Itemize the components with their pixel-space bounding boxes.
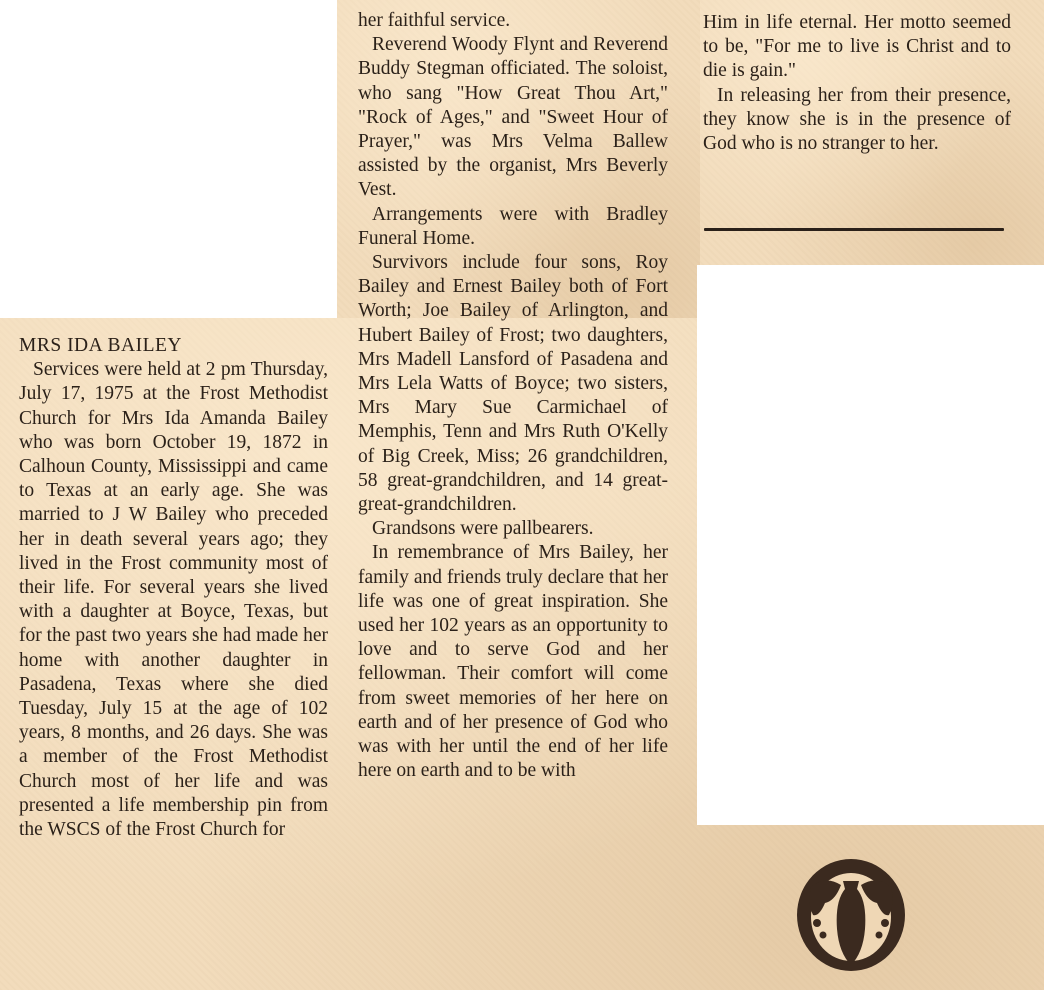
end-rule <box>704 228 1004 231</box>
obituary-column-1 <box>19 334 328 842</box>
obituary-heading: MRS IDA BAILEY <box>19 335 183 356</box>
obituary-paragraph: In remembrance of Mrs Bailey, her family and friends truly declare that her life was one of great inspiration. She used her 102 years as an opportunity to love and to serve God and her fellowman. Their comfort will come from sweet memories of her here on earth and of her presence of God who was with her until the end of her life here on earth and to be with <box>358 542 668 782</box>
obituary-paragraph: Survivors include four sons, Roy Bailey and Ernest Bailey both of Fort Worth; Joe Bailey of Arlington, and Hubert Bailey of Frost; two daughters, Mrs Madell Lansford of Pasadena and Mrs Lela Watts of Boyce; two sisters, Mrs Mary Sue Carmichael of Memphis, Tenn and Mrs Ruth O'Kelly of Big Creek, Miss; 26 grandchildren, 58 great-grandchildren, and 14 great-great-grandchildren. <box>358 252 668 516</box>
obituary-column-2 <box>358 9 668 784</box>
blank-area <box>697 265 1044 825</box>
obituary-paragraph: In releasing her from their presence, they know she is in the presence of God who is no stranger to her. <box>703 84 1011 155</box>
obituary-paragraph: Arrangements were with Bradley Funeral Home. <box>358 203 668 249</box>
obituary-paragraph: Grandsons were pallbearers. <box>372 518 594 540</box>
obituary-column-3 <box>703 11 1011 156</box>
obituary-paragraph: Services were held at 2 pm Thursday, July 17, 1975 at the Frost Methodist Church for Mrs Ida Amanda Bailey who was born October 19, 1872 in Calhoun County, Mississippi and came to Texas at an early age. She was married to J W Bailey who preceded her in death several years ago; they lived in the Frost community most of their life. For several years she lived with a daughter at Boyce, Texas, but for the past two years she had made her home with another daughter in Pasadena, Texas where she died Tuesday, July 15 at the age of 102 years, 8 months, and 26 days. She was a member of the Frost Methodist Church most of her life and was presented a life membership pin from the WSCS of the Frost Church for <box>19 359 328 841</box>
obituary-paragraph: Him in life eternal. Her motto seemed to be, "For me to live is Christ and to die is gain." <box>703 12 1011 82</box>
urn-emblem-icon <box>795 857 907 973</box>
obituary-paragraph: her faithful service. <box>358 10 511 31</box>
obituary-paragraph: Reverend Woody Flynt and Reverend Buddy Stegman officiated. The soloist, who sang "How Great Thou Art," "Rock of Ages," and "Sweet Hour of Prayer," was Mrs Velma Ballew assisted by the organist, Mrs Beverly Vest. <box>358 34 668 201</box>
